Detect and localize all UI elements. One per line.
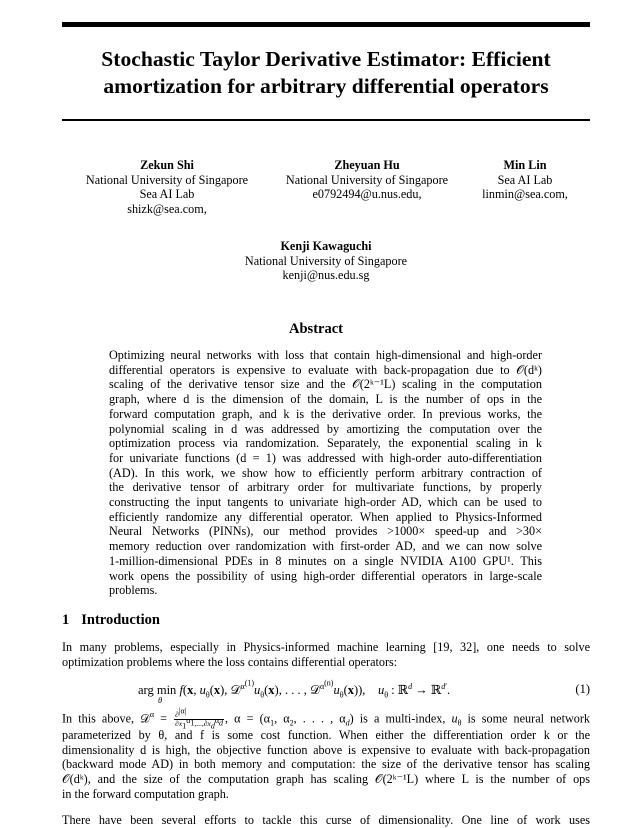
paragraph <box>62 813 590 828</box>
abstract-line: forward computation graph, and k is the derivative order. In previous works, the <box>109 406 542 421</box>
author-affiliation: National University of Singapore <box>285 172 449 187</box>
abstract-line: optimization process via randomization. Separately, the exponential scaling in k <box>109 436 542 451</box>
paper-title <box>40 46 612 100</box>
paragraph-line: There have been several efforts to tackle this curse of dimensionality. One line of work uses <box>62 813 590 827</box>
abstract-line: problems. <box>109 583 158 598</box>
equation-expression: arg min θ f(x, $u_\theta(x)$, $𝒟^{\alpha^{(1)}}u_\theta(x)$, . . . , $𝒟^{\alpha^{(n)}}u_\theta(x)$), $u_\theta$ : ℝ$^d$ → ℝ$^{d'}$. <box>138 678 451 705</box>
author-affiliation: Sea AI Lab <box>497 172 553 187</box>
section-title: Introduction <box>81 612 160 628</box>
paragraph-line: in the forward computation graph. <box>62 786 229 801</box>
author-email: kenji@nus.edu.sg <box>282 268 370 283</box>
equation-1 <box>62 680 590 706</box>
author-block <box>272 158 462 202</box>
paragraph-line: dimensionality d is high, the objective function above is expensive to evaluate with back-propagation <box>62 742 590 757</box>
paragraph <box>62 706 591 802</box>
author-name: Zheyuan Hu <box>334 158 400 172</box>
abstract-line: Optimizing neural networks with loss that contain high-dimensional and high-order <box>109 348 542 362</box>
abstract-line: for univariate functions (d = 1) was addressed with high-order auto-differentiation <box>109 450 542 465</box>
paper-title-line-1: Stochastic Taylor Derivative Estimator: Efficient <box>101 47 551 71</box>
abstract-line: polynomial scaling in d was addressed by amortizing the computation over the <box>109 421 542 436</box>
abstract-line: constructing the input tangents to univariate high-order AD, which can be used to <box>109 495 542 510</box>
paper-title-line-2: amortization for arbitrary differential operators <box>103 74 549 98</box>
author-email: linmin@sea.com, <box>482 187 568 202</box>
author-block <box>470 158 580 202</box>
author-email: e0792494@u.nus.edu, <box>312 187 422 202</box>
abstract-line: memory reduction over randomization with first-order AD, and we can now solve <box>109 539 542 554</box>
abstract-heading: Abstract <box>289 321 343 337</box>
author-affiliation: National University of Singapore <box>244 253 408 268</box>
paragraph-line: (backward mode AD) in both memory and computation: the size of the derivative tensor has scaling <box>62 757 590 772</box>
abstract-line: graph, where d is the dimension of the domain, L is the number of ops in the <box>109 392 542 407</box>
author-name: Min Lin <box>503 158 547 172</box>
author-affiliation: Sea AI Lab <box>139 187 195 202</box>
abstract-line: scaling of the derivative tensor size and the 𝒪(2ᵏ⁻¹L) scaling in the computation <box>109 377 542 392</box>
abstract-line: efficiently randomize any differential operator. When applied to Physics-Informed <box>109 509 542 524</box>
section-number: 1 <box>62 612 70 628</box>
equation-number: (1) <box>575 682 590 696</box>
abstract-line: differential operators is expensive to evaluate with back-propagation due to 𝒪(dᵏ) <box>109 362 542 377</box>
abstract-line: 1-million-dimensional PDEs in 8 minutes on a single NVIDIA A100 GPU¹. This <box>109 553 542 568</box>
paragraph <box>62 640 590 669</box>
abstract-line: (AD). In this work, we show how to efficiently perform arbitrary contraction of <box>109 465 542 480</box>
abstract-line: the derivative tensor of arbitrary order for multivariate functions, by properly <box>109 480 542 495</box>
title-rule-top <box>62 22 590 27</box>
author-affiliation: National University of Singapore <box>85 172 249 187</box>
section-heading <box>62 612 160 629</box>
abstract-line: work opens the possibility of using high-order differential operators in large-scale <box>109 568 542 583</box>
paragraph-line: 𝒪(dᵏ), and the size of the computation graph has scaling 𝒪(2ᵏ⁻¹L) where L is the number of ops <box>62 772 590 787</box>
paragraph-line: optimization problems where the loss contains differential operators: <box>62 654 398 669</box>
abstract-body <box>109 348 542 598</box>
paragraph-line: parameterized by θ, and f is some cost function. When either the differentiation order k or the <box>62 728 590 742</box>
paragraph-line: In many problems, especially in Physics-informed machine learning [19, 32], one needs to solve <box>62 640 590 654</box>
abstract-line: Neural Networks (PINNs), our method provides >1000× speed-up and >30× <box>109 524 542 539</box>
author-block <box>72 158 262 216</box>
title-rule-bottom <box>62 119 590 121</box>
author-name: Zekun Shi <box>140 158 194 172</box>
author-block <box>226 239 426 283</box>
author-name: Kenji Kawaguchi <box>280 239 372 253</box>
paragraph-line-with-math: In this above, 𝒟$^\alpha$ = $\frac{\partial^{|\alpha|}}{\partial x_1^{\alpha_1},...,\partial x_d^{\alpha_d}}$ , $\alpha = (\alpha_1$, $\alpha_2$, . . . , $\alpha_d$) is a multi-index, $u_\theta$ is some neural network <box>62 706 591 731</box>
author-email: shizk@sea.com, <box>127 201 207 216</box>
